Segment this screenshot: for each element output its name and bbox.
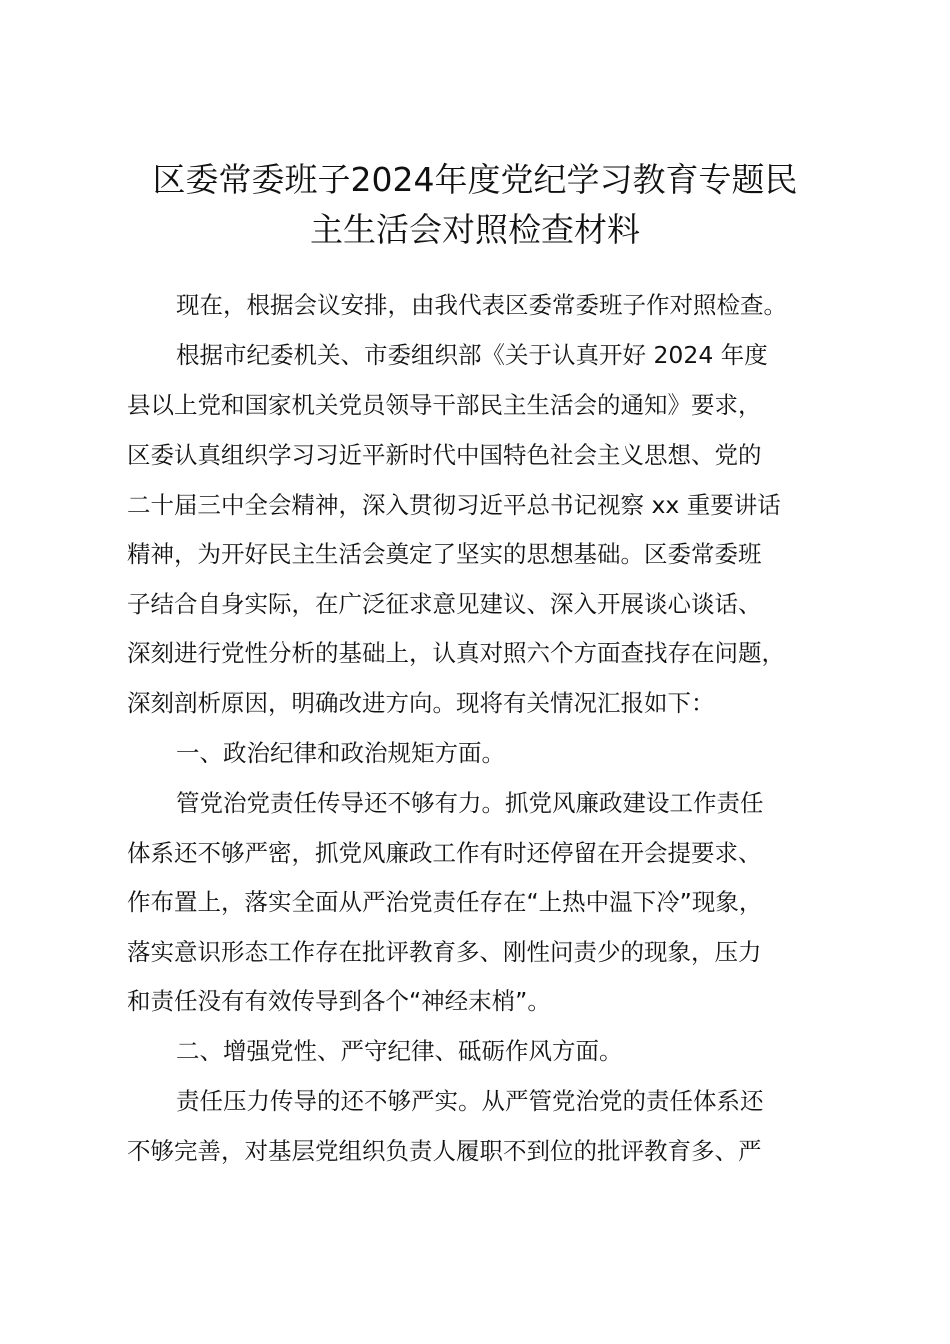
paragraph-line-15: 和责任没有有效传导到各个“神经末梢”。 xyxy=(127,987,551,1015)
paragraph-line-18: 不够完善，对基层党组织负责人履职不到位的批评教育多、严 xyxy=(127,1137,762,1165)
paragraph-line-9: 深刻剖析原因，明确改进方向。现将有关情况汇报如下： xyxy=(127,689,715,717)
paragraph-line-4: 区委认真组织学习习近平新时代中国特色社会主义思想、党的 xyxy=(127,441,762,469)
paragraph-line-8: 深刻进行党性分析的基础上，认真对照六个方面查找存在问题， xyxy=(127,639,785,667)
section-heading-1: 一、政治纪律和政治规矩方面。 xyxy=(176,739,505,767)
paragraph-line-3: 县以上党和国家机关党员领导干部民主生活会的通知》要求， xyxy=(127,391,762,419)
document-title-line-1: 区委常委班子2024年度党纪学习教育专题民 xyxy=(152,160,798,199)
paragraph-line-5: 二十届三中全会精神，深入贯彻习近平总书记视察 xx 重要讲话 xyxy=(127,491,781,519)
paragraph-line-13: 作布置上，落实全面从严治党责任存在“上热中温下冷”现象， xyxy=(127,888,763,916)
paragraph-line-17: 责任压力传导的还不够严实。从严管党治党的责任体系还 xyxy=(176,1087,764,1115)
paragraph-line-12: 体系还不够严密，抓党风廉政工作有时还停留在开会提要求、 xyxy=(127,839,762,867)
section-heading-2: 二、增强党性、严守纪律、砥砺作风方面。 xyxy=(176,1037,623,1065)
paragraph-line-1: 现在，根据会议安排，由我代表区委常委班子作对照检查。 xyxy=(176,291,787,319)
document-title-line-2: 主生活会对照检查材料 xyxy=(310,210,640,249)
paragraph-line-7: 子结合自身实际，在广泛征求意见建议、深入开展谈心谈话、 xyxy=(127,590,762,618)
paragraph-line-6: 精神，为开好民主生活会奠定了坚实的思想基础。区委常委班 xyxy=(127,540,762,568)
paragraph-line-14: 落实意识形态工作存在批评教育多、刚性问责少的现象，压力 xyxy=(127,938,762,966)
paragraph-line-11: 管党治党责任传导还不够有力。抓党风廉政建设工作责任 xyxy=(176,789,764,817)
paragraph-line-2: 根据市纪委机关、市委组织部《关于认真开好 2024 年度 xyxy=(176,341,768,369)
